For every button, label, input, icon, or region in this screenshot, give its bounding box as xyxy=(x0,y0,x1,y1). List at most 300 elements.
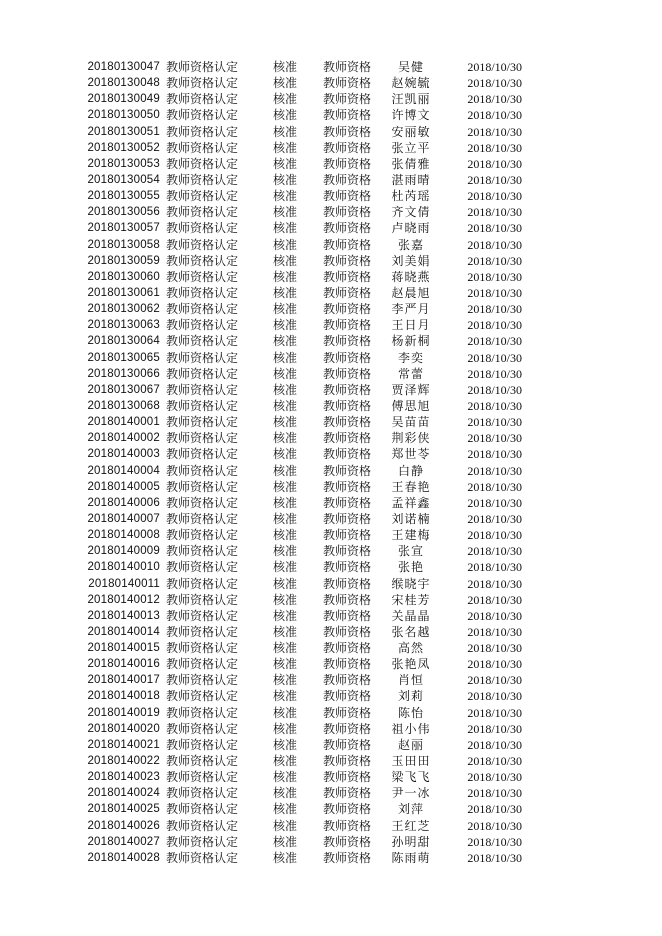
cell-id: 20180140010 xyxy=(87,561,160,574)
cell-id: 20180140012 xyxy=(87,593,160,606)
cell-id: 20180130056 xyxy=(87,206,160,219)
cell-result: 核准 xyxy=(273,754,298,769)
cell-item: 教师资格认定 xyxy=(166,560,239,575)
cell-name: 王红芝 xyxy=(391,818,431,833)
table-row xyxy=(0,495,662,511)
cell-name: 张倩雅 xyxy=(391,156,431,171)
cell-type: 教师资格 xyxy=(323,285,372,300)
cell-result: 核准 xyxy=(273,657,298,672)
table-row xyxy=(0,366,662,382)
cell-result: 核准 xyxy=(273,705,298,720)
cell-result: 核准 xyxy=(273,447,298,462)
table-row xyxy=(0,656,662,672)
table-row xyxy=(0,91,662,107)
cell-result: 核准 xyxy=(273,673,298,688)
cell-item: 教师资格认定 xyxy=(166,544,239,559)
cell-date: 2018/10/30 xyxy=(467,834,522,849)
cell-result: 核准 xyxy=(273,237,298,252)
cell-type: 教师资格 xyxy=(323,528,372,543)
cell-item: 教师资格认定 xyxy=(166,76,239,91)
cell-type: 教师资格 xyxy=(323,398,372,413)
table-row xyxy=(0,59,662,75)
cell-id: 20180130068 xyxy=(87,399,160,412)
cell-item: 教师资格认定 xyxy=(166,334,239,349)
cell-result: 核准 xyxy=(273,592,298,607)
cell-result: 核准 xyxy=(273,398,298,413)
cell-name: 傅思旭 xyxy=(391,398,431,413)
cell-result: 核准 xyxy=(273,431,298,446)
cell-type: 教师资格 xyxy=(323,544,372,559)
cell-item: 教师资格认定 xyxy=(166,754,239,769)
cell-id: 20180130052 xyxy=(87,141,160,154)
cell-date: 2018/10/30 xyxy=(467,544,522,559)
table-row xyxy=(0,220,662,236)
cell-id: 20180140022 xyxy=(87,755,160,768)
cell-name: 陈雨萌 xyxy=(391,850,431,865)
cell-item: 教师资格认定 xyxy=(166,737,239,752)
cell-id: 20180130050 xyxy=(87,109,160,122)
table-row xyxy=(0,479,662,495)
cell-id: 20180130064 xyxy=(87,335,160,348)
cell-name: 湛雨晴 xyxy=(391,172,431,187)
cell-id: 20180130057 xyxy=(87,222,160,235)
cell-name: 白静 xyxy=(397,463,424,478)
cell-result: 核准 xyxy=(273,641,298,656)
cell-type: 教师资格 xyxy=(323,92,372,107)
cell-name: 王春艳 xyxy=(391,479,431,494)
cell-type: 教师资格 xyxy=(323,237,372,252)
cell-name: 刘美娟 xyxy=(391,253,431,268)
cell-type: 教师资格 xyxy=(323,511,372,526)
cell-result: 核准 xyxy=(273,318,298,333)
cell-name: 赵晨旭 xyxy=(391,285,431,300)
cell-item: 教师资格认定 xyxy=(166,92,239,107)
table-row xyxy=(0,721,662,737)
cell-date: 2018/10/30 xyxy=(467,689,522,704)
cell-item: 教师资格认定 xyxy=(166,608,239,623)
cell-item: 教师资格认定 xyxy=(166,124,239,139)
cell-name: 李奕 xyxy=(397,350,424,365)
cell-name: 王建梅 xyxy=(391,528,431,543)
cell-name: 张艳凤 xyxy=(391,657,431,672)
cell-type: 教师资格 xyxy=(323,189,372,204)
cell-item: 教师资格认定 xyxy=(166,528,239,543)
cell-id: 20180140004 xyxy=(87,464,160,477)
cell-name: 刘诺楠 xyxy=(391,511,431,526)
cell-type: 教师资格 xyxy=(323,76,372,91)
cell-result: 核准 xyxy=(273,770,298,785)
cell-date: 2018/10/30 xyxy=(467,608,522,623)
cell-type: 教师资格 xyxy=(323,350,372,365)
cell-date: 2018/10/30 xyxy=(467,60,522,74)
cell-type: 教师资格 xyxy=(323,592,372,607)
cell-item: 教师资格认定 xyxy=(166,850,239,865)
cell-name: 刘萍 xyxy=(397,802,424,817)
cell-result: 核准 xyxy=(273,156,298,171)
cell-item: 教师资格认定 xyxy=(166,447,239,462)
cell-type: 教师资格 xyxy=(323,560,372,575)
cell-item: 教师资格认定 xyxy=(166,721,239,736)
cell-date: 2018/10/30 xyxy=(467,415,522,430)
cell-name: 汪凯丽 xyxy=(391,92,431,107)
cell-id: 20180140015 xyxy=(87,642,160,655)
cell-name: 杨新桐 xyxy=(391,334,431,349)
cell-date: 2018/10/30 xyxy=(467,850,522,865)
cell-id: 20180140019 xyxy=(87,706,160,719)
cell-type: 教师资格 xyxy=(323,850,372,865)
cell-item: 教师资格认定 xyxy=(166,802,239,817)
table-row xyxy=(0,414,662,430)
cell-name: 张名越 xyxy=(391,624,431,639)
cell-item: 教师资格认定 xyxy=(166,641,239,656)
cell-name: 肖恒 xyxy=(397,673,424,688)
cell-item: 教师资格认定 xyxy=(166,350,239,365)
cell-name: 荆彩侠 xyxy=(391,431,431,446)
cell-date: 2018/10/30 xyxy=(467,754,522,769)
cell-date: 2018/10/30 xyxy=(467,140,522,155)
cell-name: 张艳 xyxy=(397,560,424,575)
cell-name: 关晶晶 xyxy=(391,608,431,623)
cell-id: 20180130049 xyxy=(87,93,160,106)
cell-id: 20180140027 xyxy=(87,835,160,848)
cell-date: 2018/10/30 xyxy=(467,721,522,736)
cell-result: 核准 xyxy=(273,737,298,752)
cell-name: 缑晓宇 xyxy=(391,576,431,591)
cell-type: 教师资格 xyxy=(323,366,372,381)
cell-item: 教师资格认定 xyxy=(166,398,239,413)
cell-type: 教师资格 xyxy=(323,770,372,785)
cell-date: 2018/10/30 xyxy=(467,172,522,187)
cell-item: 教师资格认定 xyxy=(166,318,239,333)
cell-type: 教师资格 xyxy=(323,721,372,736)
cell-date: 2018/10/30 xyxy=(467,108,522,123)
cell-date: 2018/10/30 xyxy=(467,641,522,656)
cell-type: 教师资格 xyxy=(323,447,372,462)
cell-date: 2018/10/30 xyxy=(467,657,522,672)
table-row xyxy=(0,608,662,624)
table-row xyxy=(0,172,662,188)
table-row xyxy=(0,75,662,91)
cell-id: 20180140024 xyxy=(87,787,160,800)
cell-item: 教师资格认定 xyxy=(166,657,239,672)
cell-item: 教师资格认定 xyxy=(166,237,239,252)
cell-type: 教师资格 xyxy=(323,205,372,220)
cell-id: 20180140017 xyxy=(87,674,160,687)
cell-id: 20180130053 xyxy=(87,157,160,170)
table-row xyxy=(0,818,662,834)
cell-date: 2018/10/30 xyxy=(467,253,522,268)
cell-id: 20180140006 xyxy=(87,496,160,509)
cell-result: 核准 xyxy=(273,818,298,833)
cell-type: 教师资格 xyxy=(323,60,372,74)
cell-name: 贾泽辉 xyxy=(391,382,431,397)
cell-id: 20180130047 xyxy=(87,61,160,73)
cell-result: 核准 xyxy=(273,140,298,155)
cell-type: 教师资格 xyxy=(323,463,372,478)
table-row xyxy=(0,237,662,253)
table-row xyxy=(0,769,662,785)
cell-result: 核准 xyxy=(273,689,298,704)
cell-id: 20180130066 xyxy=(87,367,160,380)
table-row xyxy=(0,398,662,414)
cell-date: 2018/10/30 xyxy=(467,124,522,139)
cell-result: 核准 xyxy=(273,479,298,494)
cell-item: 教师资格认定 xyxy=(166,431,239,446)
cell-date: 2018/10/30 xyxy=(467,382,522,397)
cell-result: 核准 xyxy=(273,560,298,575)
cell-id: 20180140023 xyxy=(87,771,160,784)
cell-id: 20180140007 xyxy=(87,512,160,525)
cell-name: 张宣 xyxy=(397,544,424,559)
cell-id: 20180130065 xyxy=(87,351,160,364)
cell-item: 教师资格认定 xyxy=(166,576,239,591)
cell-id: 20180130055 xyxy=(87,190,160,203)
cell-type: 教师资格 xyxy=(323,302,372,317)
cell-id: 20180140005 xyxy=(87,480,160,493)
cell-name: 吴健 xyxy=(397,60,424,74)
cell-date: 2018/10/30 xyxy=(467,592,522,607)
cell-date: 2018/10/30 xyxy=(467,737,522,752)
table-row xyxy=(0,688,662,704)
cell-date: 2018/10/30 xyxy=(467,431,522,446)
cell-id: 20180140001 xyxy=(87,416,160,429)
cell-result: 核准 xyxy=(273,415,298,430)
cell-result: 核准 xyxy=(273,108,298,123)
cell-date: 2018/10/30 xyxy=(467,447,522,462)
table-row xyxy=(0,382,662,398)
cell-date: 2018/10/30 xyxy=(467,624,522,639)
cell-result: 核准 xyxy=(273,608,298,623)
cell-id: 20180130060 xyxy=(87,270,160,283)
table-row xyxy=(0,527,662,543)
cell-name: 吴苗苗 xyxy=(391,415,431,430)
cell-result: 核准 xyxy=(273,366,298,381)
table-row xyxy=(0,140,662,156)
cell-type: 教师资格 xyxy=(323,318,372,333)
cell-item: 教师资格认定 xyxy=(166,108,239,123)
cell-date: 2018/10/30 xyxy=(467,76,522,91)
cell-date: 2018/10/30 xyxy=(467,511,522,526)
cell-name: 齐文倩 xyxy=(391,205,431,220)
cell-date: 2018/10/30 xyxy=(467,285,522,300)
cell-name: 张嘉 xyxy=(397,237,424,252)
cell-type: 教师资格 xyxy=(323,479,372,494)
cell-id: 20180140021 xyxy=(87,738,160,751)
table-row xyxy=(0,753,662,769)
table-row xyxy=(0,188,662,204)
cell-item: 教师资格认定 xyxy=(166,269,239,284)
cell-item: 教师资格认定 xyxy=(166,495,239,510)
cell-id: 20180130048 xyxy=(87,77,160,90)
cell-date: 2018/10/30 xyxy=(467,189,522,204)
cell-name: 陈怡 xyxy=(397,705,424,720)
cell-id: 20180130054 xyxy=(87,173,160,186)
cell-item: 教师资格认定 xyxy=(166,172,239,187)
cell-item: 教师资格认定 xyxy=(166,705,239,720)
cell-name: 宋桂芳 xyxy=(391,592,431,607)
cell-id: 20180140013 xyxy=(87,609,160,622)
cell-result: 核准 xyxy=(273,172,298,187)
cell-id: 20180140011 xyxy=(88,577,160,590)
cell-type: 教师资格 xyxy=(323,641,372,656)
cell-name: 许博文 xyxy=(391,108,431,123)
cell-item: 教师资格认定 xyxy=(166,673,239,688)
cell-item: 教师资格认定 xyxy=(166,156,239,171)
cell-type: 教师资格 xyxy=(323,221,372,236)
cell-id: 20180130062 xyxy=(87,303,160,316)
cell-result: 核准 xyxy=(273,495,298,510)
cell-name: 孙明甜 xyxy=(391,834,431,849)
table-row xyxy=(0,543,662,559)
cell-result: 核准 xyxy=(273,511,298,526)
cell-type: 教师资格 xyxy=(323,253,372,268)
cell-item: 教师资格认定 xyxy=(166,511,239,526)
cell-name: 安丽敏 xyxy=(391,124,431,139)
cell-date: 2018/10/30 xyxy=(467,205,522,220)
cell-type: 教师资格 xyxy=(323,172,372,187)
spreadsheet-table xyxy=(0,59,662,866)
cell-type: 教师资格 xyxy=(323,608,372,623)
cell-type: 教师资格 xyxy=(323,818,372,833)
cell-result: 核准 xyxy=(273,302,298,317)
cell-date: 2018/10/30 xyxy=(467,221,522,236)
cell-item: 教师资格认定 xyxy=(166,479,239,494)
table-row xyxy=(0,576,662,592)
cell-name: 郑世苓 xyxy=(391,447,431,462)
cell-result: 核准 xyxy=(273,124,298,139)
cell-type: 教师资格 xyxy=(323,834,372,849)
cell-id: 20180140009 xyxy=(87,545,160,558)
cell-date: 2018/10/30 xyxy=(467,92,522,107)
cell-date: 2018/10/30 xyxy=(467,528,522,543)
table-row xyxy=(0,350,662,366)
cell-type: 教师资格 xyxy=(323,431,372,446)
table-row xyxy=(0,801,662,817)
table-row xyxy=(0,624,662,640)
table-row xyxy=(0,253,662,269)
cell-date: 2018/10/30 xyxy=(467,302,522,317)
cell-date: 2018/10/30 xyxy=(467,479,522,494)
cell-date: 2018/10/30 xyxy=(467,350,522,365)
cell-result: 核准 xyxy=(273,334,298,349)
cell-item: 教师资格认定 xyxy=(166,689,239,704)
cell-date: 2018/10/30 xyxy=(467,269,522,284)
table-row xyxy=(0,285,662,301)
cell-id: 20180130061 xyxy=(87,286,160,299)
cell-name: 梁飞飞 xyxy=(391,770,431,785)
cell-name: 张立平 xyxy=(391,140,431,155)
table-row xyxy=(0,672,662,688)
cell-item: 教师资格认定 xyxy=(166,770,239,785)
cell-id: 20180130059 xyxy=(87,254,160,267)
cell-result: 核准 xyxy=(273,576,298,591)
cell-item: 教师资格认定 xyxy=(166,253,239,268)
cell-item: 教师资格认定 xyxy=(166,786,239,801)
cell-item: 教师资格认定 xyxy=(166,415,239,430)
cell-name: 祖小伟 xyxy=(391,721,431,736)
cell-name: 卢晓雨 xyxy=(391,221,431,236)
cell-result: 核准 xyxy=(273,802,298,817)
cell-item: 教师资格认定 xyxy=(166,463,239,478)
table-row xyxy=(0,737,662,753)
cell-name: 孟祥鑫 xyxy=(391,495,431,510)
table-row xyxy=(0,511,662,527)
cell-type: 教师资格 xyxy=(323,705,372,720)
cell-id: 20180130051 xyxy=(87,125,160,138)
table-row xyxy=(0,640,662,656)
cell-item: 教师资格认定 xyxy=(166,189,239,204)
cell-type: 教师资格 xyxy=(323,624,372,639)
cell-result: 核准 xyxy=(273,253,298,268)
cell-result: 核准 xyxy=(273,624,298,639)
table-row xyxy=(0,301,662,317)
cell-type: 教师资格 xyxy=(323,124,372,139)
table-row xyxy=(0,705,662,721)
cell-type: 教师资格 xyxy=(323,689,372,704)
cell-result: 核准 xyxy=(273,221,298,236)
cell-id: 20180140002 xyxy=(87,432,160,445)
cell-date: 2018/10/30 xyxy=(467,398,522,413)
cell-result: 核准 xyxy=(273,834,298,849)
table-row xyxy=(0,317,662,333)
cell-date: 2018/10/30 xyxy=(467,560,522,575)
table-row xyxy=(0,430,662,446)
cell-date: 2018/10/30 xyxy=(467,237,522,252)
cell-item: 教师资格认定 xyxy=(166,366,239,381)
cell-type: 教师资格 xyxy=(323,495,372,510)
cell-date: 2018/10/30 xyxy=(467,770,522,785)
cell-type: 教师资格 xyxy=(323,576,372,591)
cell-date: 2018/10/30 xyxy=(467,366,522,381)
cell-result: 核准 xyxy=(273,786,298,801)
cell-type: 教师资格 xyxy=(323,802,372,817)
cell-name: 蒋晓燕 xyxy=(391,269,431,284)
cell-result: 核准 xyxy=(273,721,298,736)
cell-date: 2018/10/30 xyxy=(467,495,522,510)
table-row xyxy=(0,269,662,285)
cell-name: 杜芮瑶 xyxy=(391,189,431,204)
cell-result: 核准 xyxy=(273,463,298,478)
cell-name: 赵丽 xyxy=(397,737,424,752)
table-row xyxy=(0,156,662,172)
cell-type: 教师资格 xyxy=(323,140,372,155)
cell-item: 教师资格认定 xyxy=(166,285,239,300)
cell-type: 教师资格 xyxy=(323,156,372,171)
cell-id: 20180130063 xyxy=(87,319,160,332)
table-row xyxy=(0,333,662,349)
table-row xyxy=(0,559,662,575)
table-row xyxy=(0,850,662,866)
cell-name: 李严月 xyxy=(391,302,431,317)
cell-name: 玉田田 xyxy=(391,754,431,769)
cell-item: 教师资格认定 xyxy=(166,140,239,155)
cell-name: 刘莉 xyxy=(397,689,424,704)
cell-result: 核准 xyxy=(273,205,298,220)
cell-type: 教师资格 xyxy=(323,737,372,752)
cell-name: 王日月 xyxy=(391,318,431,333)
cell-id: 20180140003 xyxy=(87,448,160,461)
cell-name: 尹一冰 xyxy=(391,786,431,801)
cell-id: 20180140016 xyxy=(87,658,160,671)
table-row xyxy=(0,446,662,462)
cell-type: 教师资格 xyxy=(323,657,372,672)
cell-id: 20180140026 xyxy=(87,819,160,832)
cell-date: 2018/10/30 xyxy=(467,576,522,591)
cell-type: 教师资格 xyxy=(323,754,372,769)
cell-item: 教师资格认定 xyxy=(166,834,239,849)
table-row xyxy=(0,834,662,850)
cell-type: 教师资格 xyxy=(323,382,372,397)
